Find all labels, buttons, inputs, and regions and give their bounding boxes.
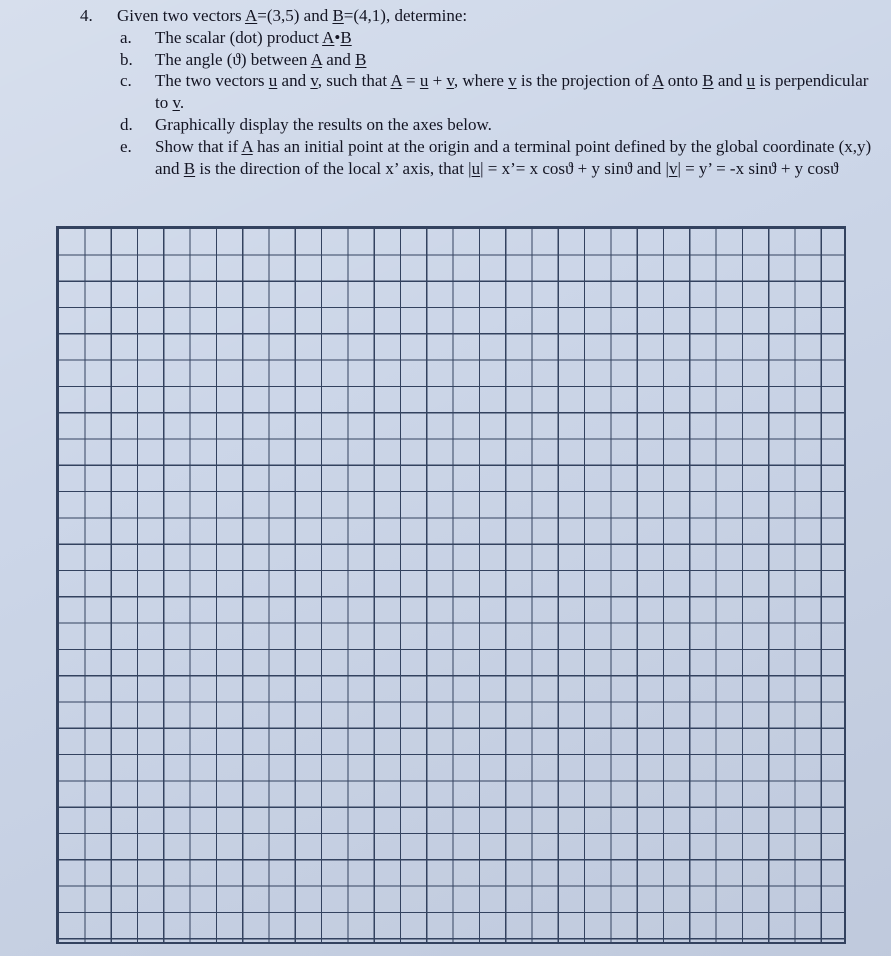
question-block (80, 5, 873, 179)
item-label: b. (120, 49, 133, 69)
question-item (120, 27, 873, 49)
question-intro: Given two vectors A=(3,5) and B=(4,1), determine: (117, 6, 468, 25)
item-text: Show that if A has an initial point at the origin and a terminal point defined by the global coordinate (x,y) and B is the direction of the local x’ axis, that |u| = x’= x cosϑ + y sinϑ and |v| = y’ = -x sinϑ + y cosϑ (155, 136, 872, 178)
question-intro-row (80, 5, 873, 27)
question-item (120, 70, 873, 114)
question-number: 4. (80, 6, 93, 25)
item-label: a. (120, 27, 132, 47)
question-item (120, 114, 873, 136)
item-label: d. (120, 114, 133, 134)
item-text: The two vectors u and v, such that A = u + v, where v is the projection of A onto B and u is perpendicular to v. (155, 71, 869, 113)
item-label: e. (120, 136, 132, 156)
item-text: The scalar (dot) product A•B (155, 27, 352, 47)
question-item (120, 49, 873, 71)
item-text: The angle (ϑ) between A and B (155, 49, 367, 69)
question-items (120, 27, 873, 180)
item-text: Graphically display the results on the axes below. (155, 114, 492, 134)
graph-grid (56, 226, 846, 944)
question-item (120, 136, 873, 180)
item-label: c. (120, 71, 132, 91)
